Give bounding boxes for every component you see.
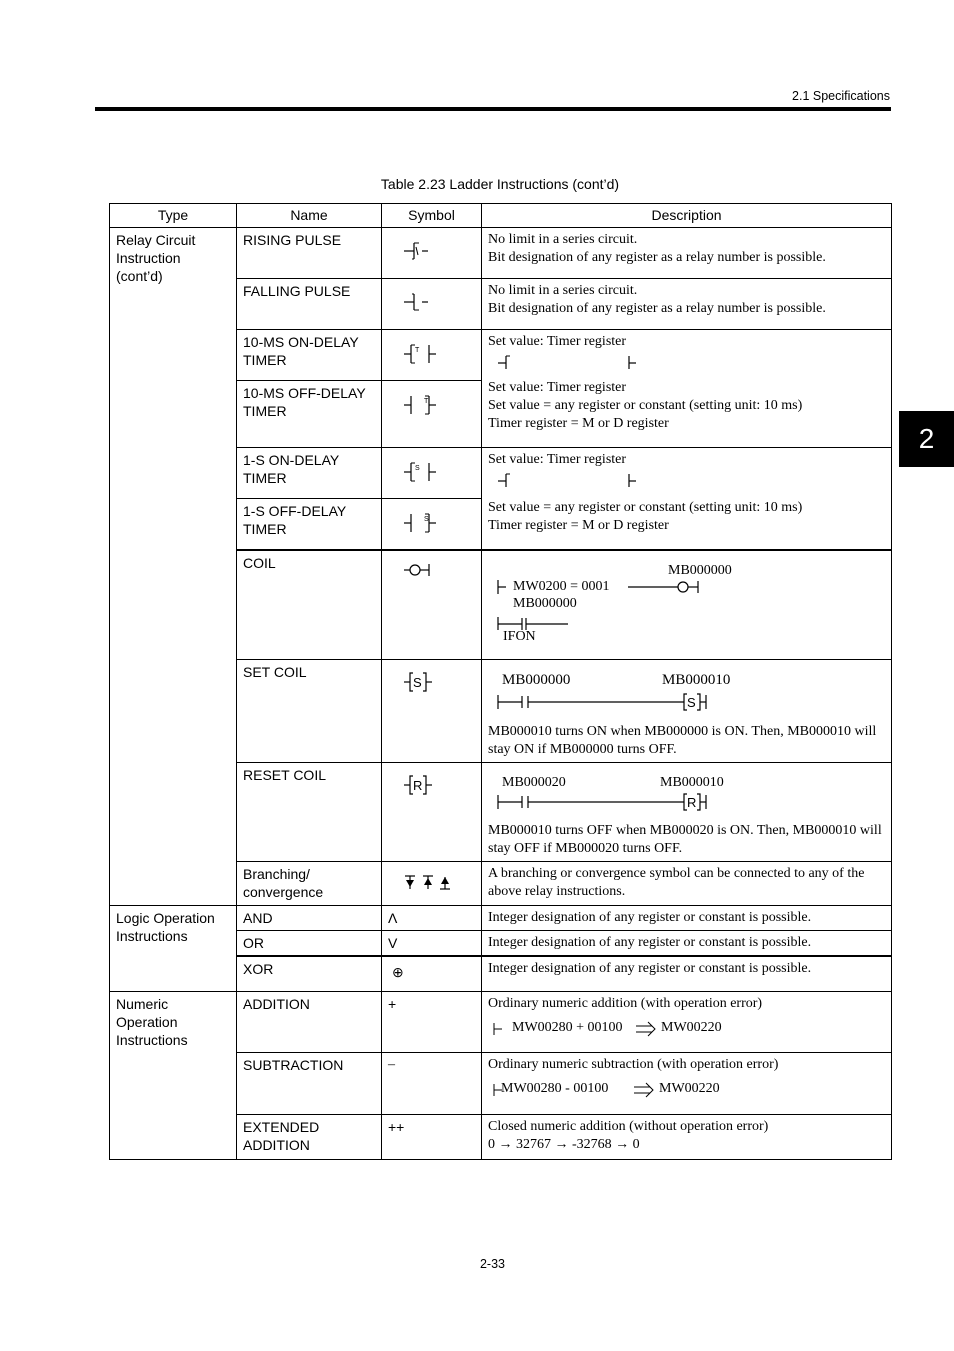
- symbol-reset-coil: [382, 762, 482, 861]
- set-coil-diagram: [488, 663, 885, 715]
- symbol-1s-on-delay: [382, 448, 482, 499]
- falling-pulse-icon: [388, 282, 488, 326]
- desc-line: Bit designation of any register as a relay number is possible.: [488, 301, 826, 316]
- section-header: 2.1 Specifications: [792, 89, 890, 103]
- name-reset-coil: RESET COIL: [237, 762, 382, 861]
- table-row: [110, 992, 892, 1053]
- table-row: [110, 905, 892, 930]
- ladder-instructions-table: [109, 203, 892, 1160]
- desc-1s-timers: [482, 448, 892, 551]
- reset-coil-diagram: [488, 766, 885, 816]
- symbol-or: V: [382, 930, 482, 956]
- reset-coil-letter: R: [413, 777, 423, 793]
- symbol-10ms-off-delay: [382, 381, 482, 448]
- timer-diagram-icon: [488, 351, 868, 373]
- reset-coil-label-a: MB000020: [502, 774, 566, 790]
- name-10ms-on-delay: 10-MS ON-DELAY TIMER: [237, 330, 382, 381]
- coil-label-mb2: MB000000: [513, 596, 577, 611]
- desc-line: Ordinary numeric addition (with operation error): [488, 996, 763, 1011]
- desc-line: Set value: Timer register: [488, 334, 627, 349]
- symbol-1s-off-delay: [382, 499, 482, 551]
- name-addition: ADDITION: [237, 992, 382, 1053]
- name-1s-off-delay: 1-S OFF-DELAY TIMER: [237, 499, 382, 551]
- subtraction-expr: [488, 1078, 885, 1104]
- coil-label-ifon: IFON: [503, 629, 536, 644]
- set-coil-label-b: MB000010: [662, 671, 731, 688]
- subtraction-expr-a: MW00280 - 00100: [501, 1081, 609, 1096]
- desc-coil: [482, 550, 892, 659]
- addition-expr-a: MW00280 + 00100: [512, 1020, 623, 1035]
- col-description: Description: [482, 204, 892, 228]
- rising-pulse-icon: [388, 231, 488, 275]
- svg-text:S: S: [415, 465, 420, 472]
- desc-rising-pulse: [482, 228, 892, 279]
- coil-ladder-icon: [488, 554, 888, 652]
- off-delay-timer-1s-icon: [388, 502, 488, 546]
- reset-coil-diagram-letter: R: [687, 794, 697, 810]
- desc-line: Timer register = M or D register: [488, 416, 669, 431]
- off-delay-timer-icon: [388, 384, 488, 428]
- reset-coil-text: MB000010 turns OFF when MB000020 is ON. Then, MB000010 will stay OFF if MB000020 turns OFF.: [488, 822, 882, 856]
- extended-addition-sequence: 0 → 32767 → -32768 → 0: [488, 1137, 640, 1152]
- desc-line: No limit in a series circuit.: [488, 232, 638, 247]
- name-coil: COIL: [237, 550, 382, 659]
- desc-extended-addition: [482, 1115, 892, 1160]
- desc-line: Set value: Timer register: [488, 452, 627, 467]
- chapter-tab: 2: [899, 411, 954, 467]
- desc-branching: A branching or convergence symbol can be connected to any of the above relay instructions.: [482, 861, 892, 905]
- name-falling-pulse: FALLING PULSE: [237, 279, 382, 330]
- col-name: Name: [237, 204, 382, 228]
- name-subtraction: SUBTRACTION: [237, 1053, 382, 1115]
- symbol-coil: [382, 550, 482, 659]
- desc-line: Set value = any register or constant (setting unit: 10 ms): [488, 500, 803, 515]
- symbol-addition: +: [382, 992, 482, 1053]
- subtraction-expr-b: MW00220: [659, 1081, 720, 1096]
- coil-icon: [388, 554, 488, 584]
- symbol-branching: [382, 861, 482, 905]
- desc-xor: Integer designation of any register or constant is possible.: [482, 956, 892, 992]
- on-delay-timer-1s-icon: [388, 451, 488, 495]
- symbol-set-coil: [382, 659, 482, 762]
- table-row: [110, 228, 892, 279]
- type-numeric: Numeric Operation Instructions: [110, 992, 237, 1160]
- name-10ms-off-delay: 10-MS OFF-DELAY TIMER: [237, 381, 382, 448]
- reset-coil-icon: [388, 766, 488, 800]
- start-rail-icon: [492, 1020, 512, 1040]
- symbol-10ms-on-delay: [382, 330, 482, 381]
- type-logic: Logic Operation Instructions: [110, 905, 237, 992]
- double-arrow-icon: [634, 1020, 658, 1040]
- col-symbol: Symbol: [382, 204, 482, 228]
- symbol-rising-pulse: [382, 228, 482, 279]
- set-coil-label-a: MB000000: [502, 671, 571, 688]
- table-header-row: [110, 204, 892, 228]
- svg-text:S: S: [424, 516, 429, 523]
- desc-subtraction: [482, 1053, 892, 1115]
- desc-line: Set value: Timer register: [488, 380, 627, 395]
- desc-line: Bit designation of any register as a relay number is possible.: [488, 250, 826, 265]
- addition-expr: [488, 1017, 885, 1043]
- desc-addition: [482, 992, 892, 1053]
- desc-falling-pulse: [482, 279, 892, 330]
- svg-text:T: T: [424, 398, 429, 405]
- header-rule: [95, 107, 891, 111]
- desc-or: Integer designation of any register or constant is possible.: [482, 930, 892, 956]
- desc-set-coil: [482, 659, 892, 762]
- name-rising-pulse: RISING PULSE: [237, 228, 382, 279]
- double-arrow-icon: [632, 1081, 656, 1101]
- reset-coil-ladder-icon: [488, 766, 888, 816]
- desc-reset-coil: [482, 762, 892, 861]
- set-coil-ladder-icon: [488, 663, 888, 715]
- page-number: 2-33: [479, 1257, 506, 1271]
- type-relay: Relay Circuit Instruction (cont’d): [110, 228, 237, 906]
- desc-and: Integer designation of any register or constant is possible.: [482, 905, 892, 930]
- name-extended-addition: EXTENDED ADDITION: [237, 1115, 382, 1160]
- desc-line: Timer register = M or D register: [488, 518, 669, 533]
- coil-label-cond: MW0200 = 0001: [513, 579, 610, 594]
- timer-1s-diagram-icon: [488, 469, 868, 491]
- symbol-extended-addition: ++: [382, 1115, 482, 1160]
- set-coil-letter: S: [413, 674, 422, 690]
- name-xor: XOR: [237, 956, 382, 992]
- coil-diagram: [488, 554, 885, 652]
- on-delay-timer-icon: [388, 333, 488, 377]
- set-coil-text: MB000010 turns ON when MB000000 is ON. Then, MB000010 will stay ON if MB000000 turns OFF.: [488, 723, 877, 757]
- name-or: OR: [237, 930, 382, 956]
- table-caption: Table 2.23 Ladder Instructions (cont’d): [380, 176, 620, 192]
- name-branching: Branching/ convergence: [237, 861, 382, 905]
- col-type: Type: [110, 204, 237, 228]
- desc-line: Closed numeric addition (without operation error): [488, 1119, 769, 1134]
- name-and: AND: [237, 905, 382, 930]
- desc-line: Ordinary numeric subtraction (with operation error): [488, 1057, 779, 1072]
- symbol-falling-pulse: [382, 279, 482, 330]
- coil-label-mb: MB000000: [668, 563, 732, 578]
- symbol-xor: ⊕: [382, 956, 482, 992]
- desc-line: Set value = any register or constant (setting unit: 10 ms): [488, 398, 803, 413]
- reset-coil-label-b: MB000010: [660, 774, 724, 790]
- addition-expr-b: MW00220: [661, 1020, 722, 1035]
- name-1s-on-delay: 1-S ON-DELAY TIMER: [237, 448, 382, 499]
- set-coil-icon: [388, 663, 488, 697]
- desc-10ms-timers: [482, 330, 892, 448]
- desc-line: No limit in a series circuit.: [488, 283, 638, 298]
- set-coil-diagram-letter: S: [687, 694, 696, 710]
- symbol-subtraction: –: [382, 1053, 482, 1115]
- branch-convergence-icon: [388, 865, 488, 895]
- svg-text:T: T: [415, 347, 420, 354]
- symbol-and: Λ: [382, 905, 482, 930]
- name-set-coil: SET COIL: [237, 659, 382, 762]
